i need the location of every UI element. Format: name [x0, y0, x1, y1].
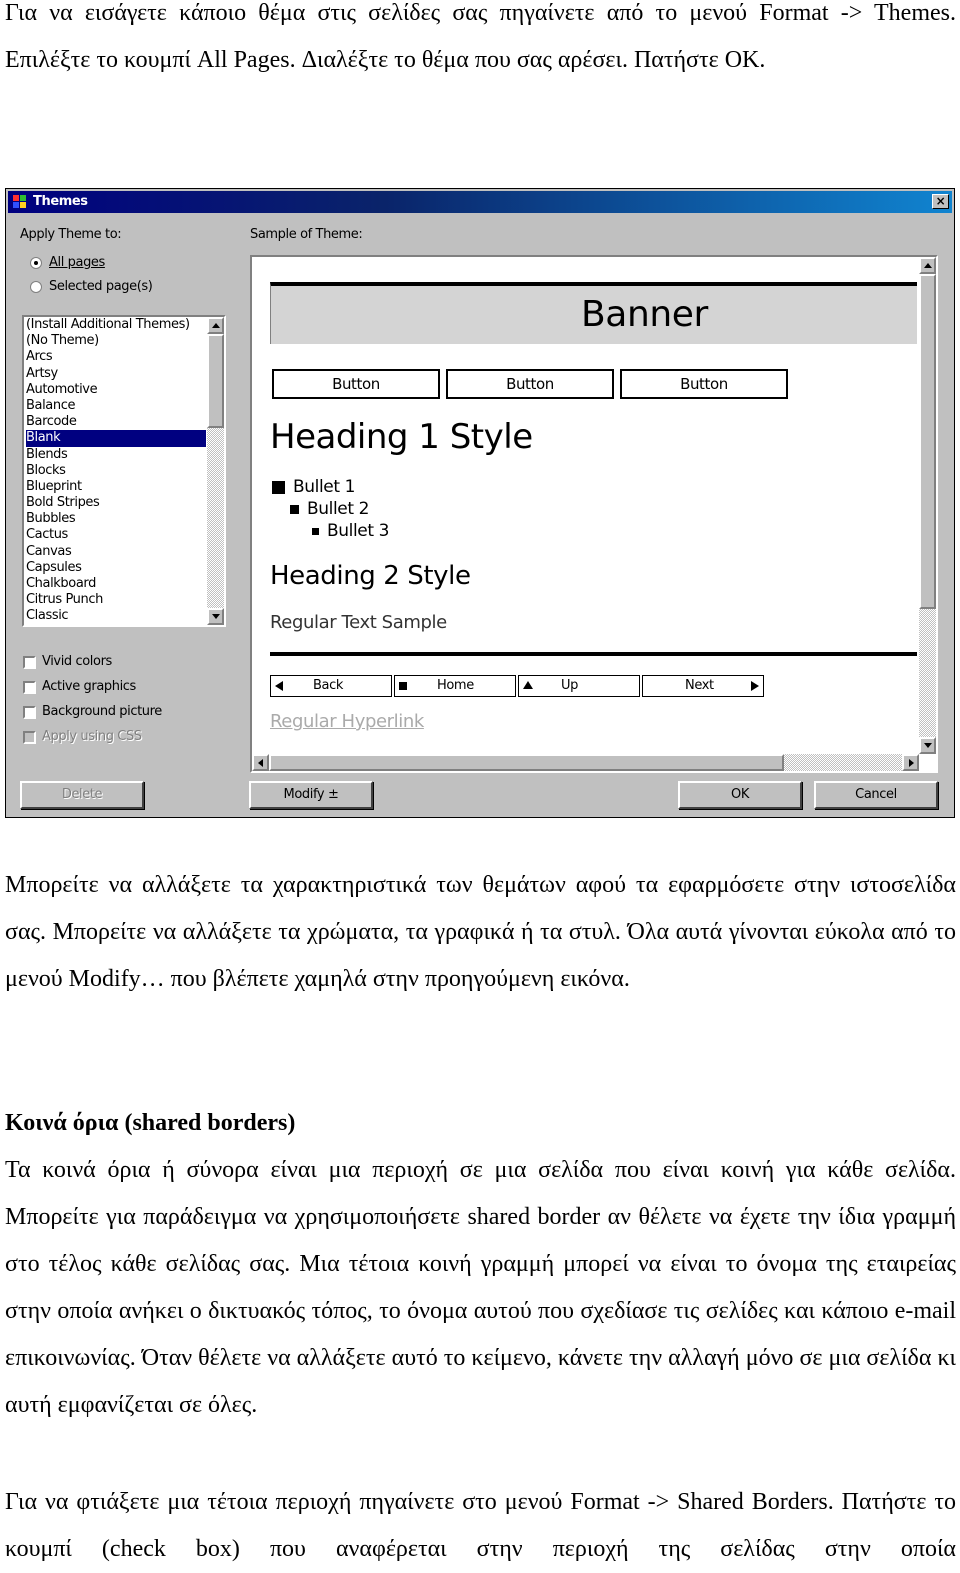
theme-list-item[interactable]: Capsules — [26, 559, 82, 575]
apply-theme-label: Apply Theme to: — [20, 227, 122, 242]
theme-list-item[interactable]: Automotive — [26, 381, 98, 397]
back-arrow-icon — [275, 681, 283, 691]
preview-heading-1: Heading 1 Style — [270, 417, 533, 457]
radio-all-pages-label: All pages — [49, 255, 105, 270]
preview-horizontal-scrollbar[interactable] — [252, 754, 919, 771]
preview-bullet-3: Bullet 3 — [312, 521, 389, 541]
theme-list-item[interactable]: (No Theme) — [26, 333, 99, 349]
theme-list-item[interactable]: Blank — [26, 430, 206, 446]
paragraph-format-shared-borders: Για να φτιάξετε μια τέτοια περιοχή πηγαίνετε στο μενού Format -> Shared Borders. Πατήστε το κουμπί (check box) που αναφέρεται στην περιοχή της σελίδας στην οποία — [5, 1489, 956, 1562]
active-graphics-label: Active graphics — [42, 679, 136, 694]
up-arrow-icon — [523, 681, 533, 689]
paragraph-modify: Μπορείτε να αλλάξετε τα χαρακτηριστικά των θεμάτων αφού τα εφαρμόσετε στην ιστοσελίδα σας. Μπορείτε να αλλάξετε τα χρώματα, τα γραφικά ή τα στυλ. Όλα αυτά γίνονται εύκολα από το μενού Modify… που βλέπετε χαμηλά στην προηγούμενη εικόνα. — [5, 872, 956, 992]
preview-button-3: Button — [620, 369, 788, 399]
next-arrow-icon — [751, 681, 759, 691]
theme-list-item[interactable]: Blueprint — [26, 478, 82, 494]
section-heading: Κοινά όρια (shared borders) — [5, 1110, 296, 1136]
modify-button[interactable]: Modify ± — [249, 781, 373, 809]
preview-regular-text: Regular Text Sample — [270, 612, 447, 633]
preview-scroll-up-icon[interactable] — [919, 257, 936, 274]
preview-hyperlink: Regular Hyperlink — [270, 711, 424, 732]
preview-bullet-1: Bullet 1 — [272, 477, 355, 497]
preview-hscroll-thumb[interactable] — [269, 754, 784, 771]
preview-nav-back: Back — [270, 675, 392, 697]
sample-theme-label: Sample of Theme: — [250, 227, 363, 242]
background-picture-checkbox[interactable] — [23, 706, 36, 719]
cancel-button[interactable]: Cancel — [814, 781, 938, 809]
theme-list-item[interactable]: Barcode — [26, 414, 77, 430]
vivid-colors-checkbox[interactable] — [23, 656, 36, 669]
theme-preview — [250, 255, 938, 773]
theme-list-item[interactable]: Bold Stripes — [26, 495, 100, 511]
preview-bullet-2: Bullet 2 — [290, 499, 369, 519]
preview-button-2: Button — [446, 369, 614, 399]
theme-list-item[interactable]: Canvas — [26, 543, 72, 559]
preview-scroll-left-icon[interactable] — [252, 754, 269, 771]
preview-button-1: Button — [272, 369, 440, 399]
theme-list-item[interactable]: Cactus — [26, 527, 68, 543]
title-bar — [8, 191, 952, 213]
apply-css-label: Apply using CSS — [42, 729, 142, 744]
scroll-down-icon[interactable] — [207, 608, 224, 625]
theme-list-item[interactable]: Chalkboard — [26, 576, 96, 591]
list-scroll-thumb[interactable] — [207, 334, 224, 428]
background-picture-label: Background picture — [42, 704, 162, 719]
ok-button[interactable]: OK — [678, 781, 802, 809]
preview-vertical-scrollbar[interactable] — [919, 257, 936, 754]
preview-nav-next: Next — [642, 675, 764, 697]
theme-list-item[interactable]: Artsy — [26, 365, 58, 381]
themes-dialog — [5, 188, 955, 818]
active-graphics-checkbox[interactable] — [23, 681, 36, 694]
preview-scroll-right-icon[interactable] — [902, 754, 919, 771]
preview-banner — [270, 282, 917, 344]
theme-list-item[interactable]: Blocks — [26, 462, 66, 478]
apply-css-checkbox[interactable] — [23, 731, 36, 744]
theme-list-item[interactable]: (Install Additional Themes) — [26, 317, 190, 332]
theme-list-item[interactable]: Bubbles — [26, 511, 76, 527]
theme-list[interactable] — [22, 315, 226, 627]
radio-selected-pages-label: Selected page(s) — [49, 279, 153, 294]
paragraph-shared-borders: Τα κοινά όρια ή σύνορα είναι μια περιοχή σε μια σελίδα που είναι κοινή για κάθε σελίδα. Μπορείτε για παράδειγμα να χρησιμοποιήσετε shared border αν θέλετε να έχετε την ίδια γραμμή στο τέλος κάθε σελίδας σας. Μια τέτοια κοινή γραμμή μπορεί να είναι το όνομα της εταιρείας στην οποία ανήκει ο δικτυακός τόπος, το όνομα αυτού που σχεδίασε τις σελίδες και κάποιο e-mail επικοινωνίας. Όταν θέλετε να αλλάξετε αυτό το κείμενο, κάνετε την αλλαγή μόνο σε μια σελίδα κι αυτή εμφανίζεται σε όλες. — [5, 1157, 956, 1418]
dialog-title: Themes — [33, 194, 88, 209]
vivid-colors-label: Vivid colors — [42, 654, 112, 669]
close-icon[interactable]: × — [932, 194, 949, 209]
preview-scroll-down-icon[interactable] — [919, 737, 936, 754]
intro-paragraph: Για να εισάγετε κάποιο θέμα στις σελίδες σας πηγαίνετε από το μενού Format -> Themes. Επιλέξτε το κουμπί All Pages. Διαλέξτε το θέμα που σας αρέσει. Πατήστε OK. — [5, 0, 956, 73]
theme-list-item[interactable]: Citrus Punch — [26, 592, 103, 608]
theme-list-item[interactable]: Blends — [26, 446, 68, 462]
delete-button[interactable]: Delete — [20, 781, 144, 809]
theme-list-item[interactable]: Arcs — [26, 349, 53, 365]
preview-nav-up: Up — [518, 675, 640, 697]
preview-vscroll-thumb[interactable] — [919, 274, 936, 609]
frontpage-app-icon — [13, 195, 27, 208]
preview-divider — [270, 652, 917, 656]
radio-selected-pages[interactable] — [30, 281, 42, 293]
list-scrollbar[interactable] — [207, 317, 224, 625]
home-square-icon — [399, 682, 407, 690]
preview-nav-home: Home — [394, 675, 516, 697]
scroll-up-icon[interactable] — [207, 317, 224, 334]
radio-all-pages[interactable] — [30, 257, 42, 269]
theme-list-item[interactable]: Balance — [26, 397, 76, 413]
preview-heading-2: Heading 2 Style — [270, 561, 471, 591]
preview-banner-text: Banner — [581, 294, 708, 335]
theme-list-item[interactable]: Classic — [26, 608, 69, 624]
